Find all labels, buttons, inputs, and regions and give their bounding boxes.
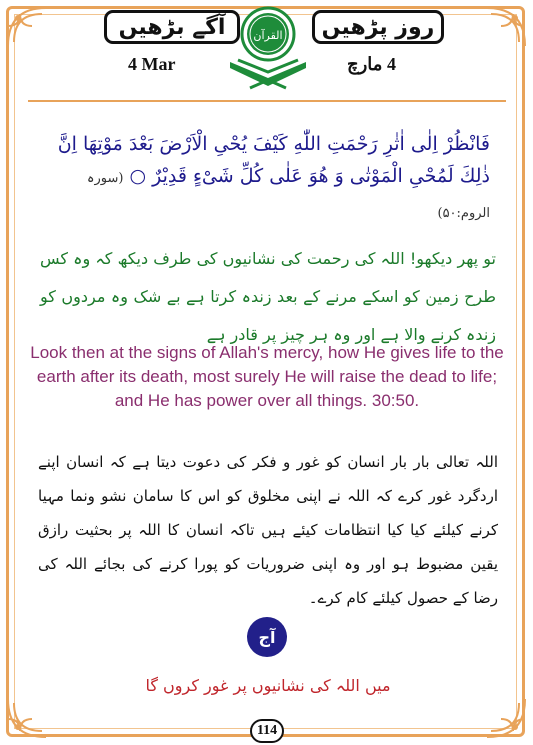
page-number: 114 [250, 719, 284, 743]
header-label-right: روز پڑھیں [312, 10, 444, 44]
urdu-translation: تو پھر دیکھو! اللہ کی رحمت کی نشانیوں کی طرف دیکھ کہ وہ کس طرح زمین کو اسکے مرنے کے بعد زندہ کرتا ہے بے شک وہ مردوں کو زندہ کرنے والا ہے اور وہ ہر چیز پر قادر ہے [40, 249, 496, 344]
daily-resolution: میں اللہ کی نشانیوں پر غور کروں گا [145, 676, 391, 695]
arabic-verse-text: فَانْظُرْ اِلٰی اٰثٰرِ رَحْمَتِ اللّٰهِ کَیْفَ یُحْیِ الْاَرْضَ بَعْدَ مَوْتِهَا اِنَّ ذٰلِكَ لَمُحْیِ الْمَوْتٰی وَ هُوَ عَلٰی كُلِّ شَیْءٍ قَدِیْرٌ ○ [57, 133, 490, 187]
corner-ornament-icon [483, 4, 529, 50]
date-english: 4 Mar [128, 54, 176, 74]
date-urdu: 4 مارچ [347, 54, 396, 74]
urdu-commentary: اللہ تعالی بار بار انسان کو غور و فکر کی دعوت دیتا ہے کہ انسان اپنے اردگرد غور کرے کہ اللہ نے اپنی مخلوق کو اس کا سامان نشو ونما مہیا کرنے کیلئے کیا کیا انتظامات کیئے ہیں تاکہ انسان کا اللہ پر بحثیت رازق یقین مضبوط ہو اور وہ اپنی ضروریات کو پورا کرنے کی بجائے اللہ کی رضا کے حصول کیلئے کام کرے۔ [38, 453, 498, 607]
corner-ornament-icon [483, 695, 529, 741]
header-label-left: آگے بڑھیں [104, 10, 240, 44]
arabic-verse [44, 128, 490, 230]
corner-ornament-icon [4, 695, 50, 741]
header-divider [28, 100, 506, 102]
quran-logo [220, 2, 316, 94]
today-badge: آج [247, 617, 287, 657]
corner-ornament-icon [4, 4, 50, 50]
logo-text: القرآن [253, 29, 283, 42]
english-translation: Look then at the signs of Allah's mercy, how He gives life to the earth after its death, most surely He will raise the dead to life; and He has power over all things. 30:50. [30, 343, 504, 410]
verse-reference: (سورہ الروم:۵۰) [86, 171, 490, 221]
